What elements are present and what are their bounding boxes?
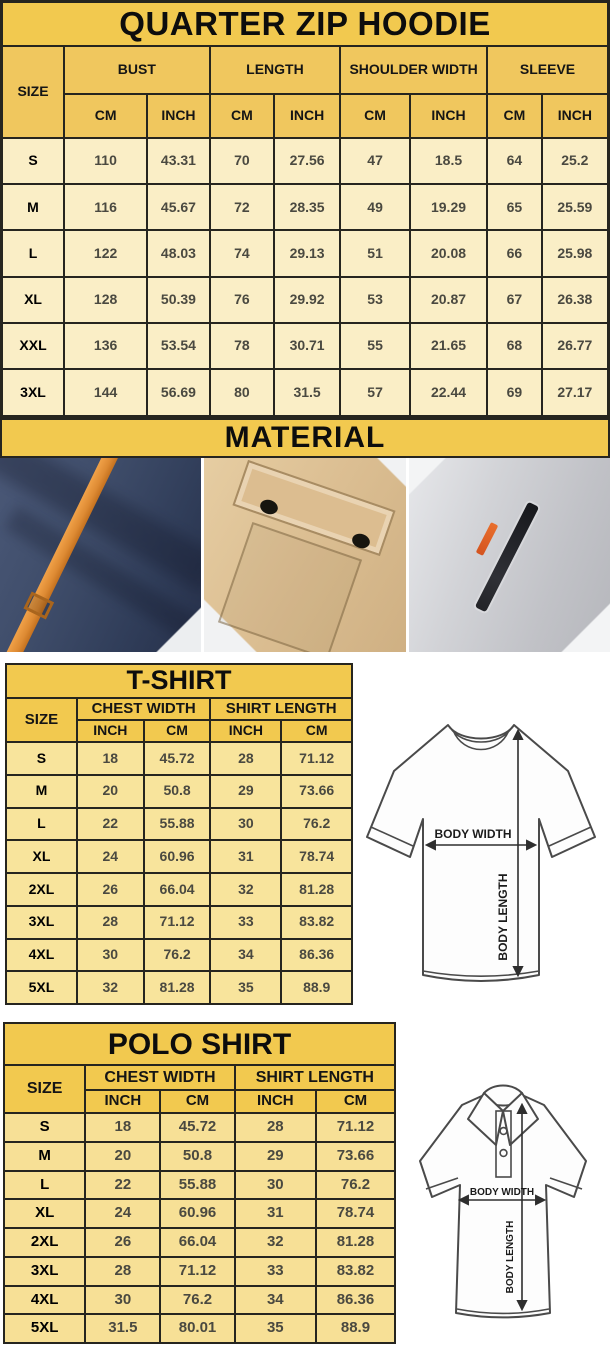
value-cell: 25.2 (542, 138, 609, 184)
value-cell: 116 (64, 184, 147, 230)
size-column-header: SIZE (2, 46, 65, 138)
value-cell: 29.13 (274, 230, 340, 276)
table-row (4, 1314, 395, 1343)
value-cell: 78.74 (316, 1199, 395, 1228)
polo-measurement-diagram (398, 1064, 610, 1344)
value-cell: 29 (235, 1142, 316, 1171)
unit-header: INCH (235, 1090, 316, 1113)
value-cell: 71.12 (160, 1257, 234, 1286)
value-cell: 76.2 (144, 939, 211, 972)
value-cell: 50.39 (147, 277, 210, 323)
value-cell: 33 (210, 906, 281, 939)
tshirt-size-table (5, 663, 353, 1005)
unit-header: CM (487, 94, 542, 138)
unit-header: INCH (274, 94, 340, 138)
value-cell: 83.82 (316, 1257, 395, 1286)
value-cell: 81.28 (316, 1228, 395, 1257)
size-cell: 5XL (6, 971, 77, 1004)
khaki-pocket-photo (204, 458, 405, 652)
size-cell: 4XL (4, 1286, 85, 1315)
value-cell: 76.2 (160, 1286, 234, 1315)
value-cell: 76.2 (316, 1171, 395, 1200)
value-cell: 57 (340, 369, 410, 417)
value-cell: 86.36 (316, 1286, 395, 1315)
shoulder-width-column-header: SHOULDER WIDTH (340, 46, 487, 94)
body-length-label: BODY LENGTH (505, 1220, 516, 1294)
unit-header: CM (340, 94, 410, 138)
table-row (2, 277, 609, 323)
polo-size-table (3, 1022, 396, 1344)
value-cell: 78 (210, 323, 274, 369)
value-cell: 20 (85, 1142, 160, 1171)
hoodie-table-body (2, 138, 609, 417)
hoodie-size-table (0, 0, 610, 418)
body-length-label: BODY LENGTH (496, 873, 510, 961)
tshirt-measurement-diagram (355, 685, 607, 1015)
value-cell: 80 (210, 369, 274, 417)
table-row (6, 939, 352, 972)
value-cell: 20.08 (410, 230, 487, 276)
value-cell: 25.59 (542, 184, 609, 230)
value-cell: 32 (235, 1228, 316, 1257)
value-cell: 43.31 (147, 138, 210, 184)
tshirt-section (0, 663, 610, 1020)
value-cell: 53 (340, 277, 410, 323)
value-cell: 67 (487, 277, 542, 323)
size-cell: 3XL (4, 1257, 85, 1286)
shirt-length-column-header: SHIRT LENGTH (210, 698, 352, 720)
value-cell: 30 (77, 939, 144, 972)
size-cell: S (2, 138, 65, 184)
unit-header: CM (210, 94, 274, 138)
value-cell: 45.72 (160, 1113, 234, 1142)
unit-header: CM (144, 720, 211, 742)
table-row (4, 1171, 395, 1200)
unit-header: INCH (147, 94, 210, 138)
bust-column-header: BUST (64, 46, 210, 94)
value-cell: 28 (235, 1113, 316, 1142)
shirt-length-column-header: SHIRT LENGTH (235, 1065, 395, 1090)
tshirt-table-title: T-SHIRT (6, 664, 352, 698)
polo-table-body (4, 1113, 395, 1343)
navy-fleece-photo (0, 458, 201, 652)
value-cell: 110 (64, 138, 147, 184)
table-row (6, 906, 352, 939)
size-cell: 5XL (4, 1314, 85, 1343)
size-cell: XL (2, 277, 65, 323)
value-cell: 22.44 (410, 369, 487, 417)
unit-header: CM (64, 94, 147, 138)
size-cell: M (2, 184, 65, 230)
table-row (4, 1257, 395, 1286)
material-title: MATERIAL (224, 421, 386, 454)
unit-header: INCH (210, 720, 281, 742)
polo-table-title: POLO SHIRT (4, 1023, 395, 1065)
value-cell: 55.88 (160, 1171, 234, 1200)
value-cell: 78.74 (281, 840, 352, 873)
value-cell: 73.66 (281, 775, 352, 808)
value-cell: 35 (210, 971, 281, 1004)
value-cell: 24 (85, 1199, 160, 1228)
value-cell: 26 (85, 1228, 160, 1257)
value-cell: 88.9 (316, 1314, 395, 1343)
value-cell: 18 (77, 742, 144, 775)
length-column-header: LENGTH (210, 46, 340, 94)
value-cell: 27.17 (542, 369, 609, 417)
value-cell: 70 (210, 138, 274, 184)
unit-header: INCH (77, 720, 144, 742)
value-cell: 122 (64, 230, 147, 276)
table-row (4, 1113, 395, 1142)
size-column-header: SIZE (4, 1065, 85, 1113)
body-width-label: BODY WIDTH (469, 1187, 535, 1198)
value-cell: 86.36 (281, 939, 352, 972)
value-cell: 50.8 (160, 1142, 234, 1171)
table-row (4, 1142, 395, 1171)
material-photos (0, 458, 610, 652)
value-cell: 71.12 (144, 906, 211, 939)
value-cell: 32 (77, 971, 144, 1004)
value-cell: 47 (340, 138, 410, 184)
value-cell: 81.28 (281, 873, 352, 906)
value-cell: 30 (235, 1171, 316, 1200)
size-cell: XL (4, 1199, 85, 1228)
table-row (4, 1228, 395, 1257)
value-cell: 55 (340, 323, 410, 369)
value-cell: 28 (210, 742, 281, 775)
value-cell: 64 (487, 138, 542, 184)
value-cell: 24 (77, 840, 144, 873)
table-row (2, 184, 609, 230)
value-cell: 30 (210, 808, 281, 841)
value-cell: 76 (210, 277, 274, 323)
table-row (6, 840, 352, 873)
value-cell: 68 (487, 323, 542, 369)
sleeve-column-header: SLEEVE (487, 46, 608, 94)
value-cell: 27.56 (274, 138, 340, 184)
body-width-label: BODY WIDTH (434, 827, 512, 841)
chest-width-column-header: CHEST WIDTH (77, 698, 211, 720)
value-cell: 69 (487, 369, 542, 417)
value-cell: 31 (235, 1199, 316, 1228)
table-row (6, 742, 352, 775)
value-cell: 26.38 (542, 277, 609, 323)
value-cell: 73.66 (316, 1142, 395, 1171)
size-cell: M (4, 1142, 85, 1171)
polo-section (0, 1022, 610, 1350)
value-cell: 144 (64, 369, 147, 417)
size-cell: 2XL (4, 1228, 85, 1257)
value-cell: 66 (487, 230, 542, 276)
hoodie-table-title: QUARTER ZIP HOODIE (2, 2, 609, 47)
table-row (6, 808, 352, 841)
value-cell: 80.01 (160, 1314, 234, 1343)
value-cell: 28.35 (274, 184, 340, 230)
value-cell: 25.98 (542, 230, 609, 276)
value-cell: 22 (77, 808, 144, 841)
value-cell: 31 (210, 840, 281, 873)
chest-width-column-header: CHEST WIDTH (85, 1065, 234, 1090)
unit-header: CM (160, 1090, 234, 1113)
value-cell: 128 (64, 277, 147, 323)
value-cell: 21.65 (410, 323, 487, 369)
value-cell: 56.69 (147, 369, 210, 417)
value-cell: 53.54 (147, 323, 210, 369)
value-cell: 48.03 (147, 230, 210, 276)
table-row (6, 775, 352, 808)
value-cell: 28 (77, 906, 144, 939)
value-cell: 26.77 (542, 323, 609, 369)
table-row (4, 1199, 395, 1228)
material-banner (0, 418, 610, 458)
value-cell: 30.71 (274, 323, 340, 369)
table-row (2, 138, 609, 184)
value-cell: 83.82 (281, 906, 352, 939)
value-cell: 34 (210, 939, 281, 972)
table-row (2, 323, 609, 369)
value-cell: 35 (235, 1314, 316, 1343)
size-cell: XL (6, 840, 77, 873)
value-cell: 81.28 (144, 971, 211, 1004)
table-row (2, 230, 609, 276)
value-cell: 31.5 (274, 369, 340, 417)
unit-header: CM (281, 720, 352, 742)
value-cell: 34 (235, 1286, 316, 1315)
value-cell: 30 (85, 1286, 160, 1315)
value-cell: 26 (77, 873, 144, 906)
size-cell: S (4, 1113, 85, 1142)
value-cell: 60.96 (144, 840, 211, 873)
value-cell: 20 (77, 775, 144, 808)
gray-fleece-zipper-photo (409, 458, 610, 652)
size-cell: L (2, 230, 65, 276)
value-cell: 72 (210, 184, 274, 230)
tshirt-outline (367, 725, 595, 981)
value-cell: 32 (210, 873, 281, 906)
unit-header: CM (316, 1090, 395, 1113)
size-cell: XXL (2, 323, 65, 369)
size-cell: L (4, 1171, 85, 1200)
size-cell: S (6, 742, 77, 775)
size-cell: L (6, 808, 77, 841)
value-cell: 29.92 (274, 277, 340, 323)
value-cell: 88.9 (281, 971, 352, 1004)
size-cell: 2XL (6, 873, 77, 906)
value-cell: 29 (210, 775, 281, 808)
size-cell: 4XL (6, 939, 77, 972)
size-column-header: SIZE (6, 698, 77, 742)
value-cell: 18.5 (410, 138, 487, 184)
value-cell: 66.04 (160, 1228, 234, 1257)
unit-header: INCH (410, 94, 487, 138)
size-cell: M (6, 775, 77, 808)
table-row (6, 971, 352, 1004)
value-cell: 45.72 (144, 742, 211, 775)
table-row (4, 1286, 395, 1315)
value-cell: 33 (235, 1257, 316, 1286)
value-cell: 71.12 (316, 1113, 395, 1142)
value-cell: 18 (85, 1113, 160, 1142)
value-cell: 31.5 (85, 1314, 160, 1343)
value-cell: 19.29 (410, 184, 487, 230)
value-cell: 20.87 (410, 277, 487, 323)
value-cell: 136 (64, 323, 147, 369)
unit-header: INCH (542, 94, 609, 138)
value-cell: 28 (85, 1257, 160, 1286)
unit-header: INCH (85, 1090, 160, 1113)
size-cell: 3XL (2, 369, 65, 417)
value-cell: 55.88 (144, 808, 211, 841)
value-cell: 76.2 (281, 808, 352, 841)
value-cell: 45.67 (147, 184, 210, 230)
value-cell: 65 (487, 184, 542, 230)
value-cell: 71.12 (281, 742, 352, 775)
tshirt-table-body (6, 742, 352, 1004)
value-cell: 22 (85, 1171, 160, 1200)
hoodie-section (0, 0, 610, 418)
value-cell: 49 (340, 184, 410, 230)
value-cell: 74 (210, 230, 274, 276)
size-cell: 3XL (6, 906, 77, 939)
value-cell: 66.04 (144, 873, 211, 906)
value-cell: 50.8 (144, 775, 211, 808)
value-cell: 51 (340, 230, 410, 276)
table-row (6, 873, 352, 906)
value-cell: 60.96 (160, 1199, 234, 1228)
table-row (2, 369, 609, 417)
